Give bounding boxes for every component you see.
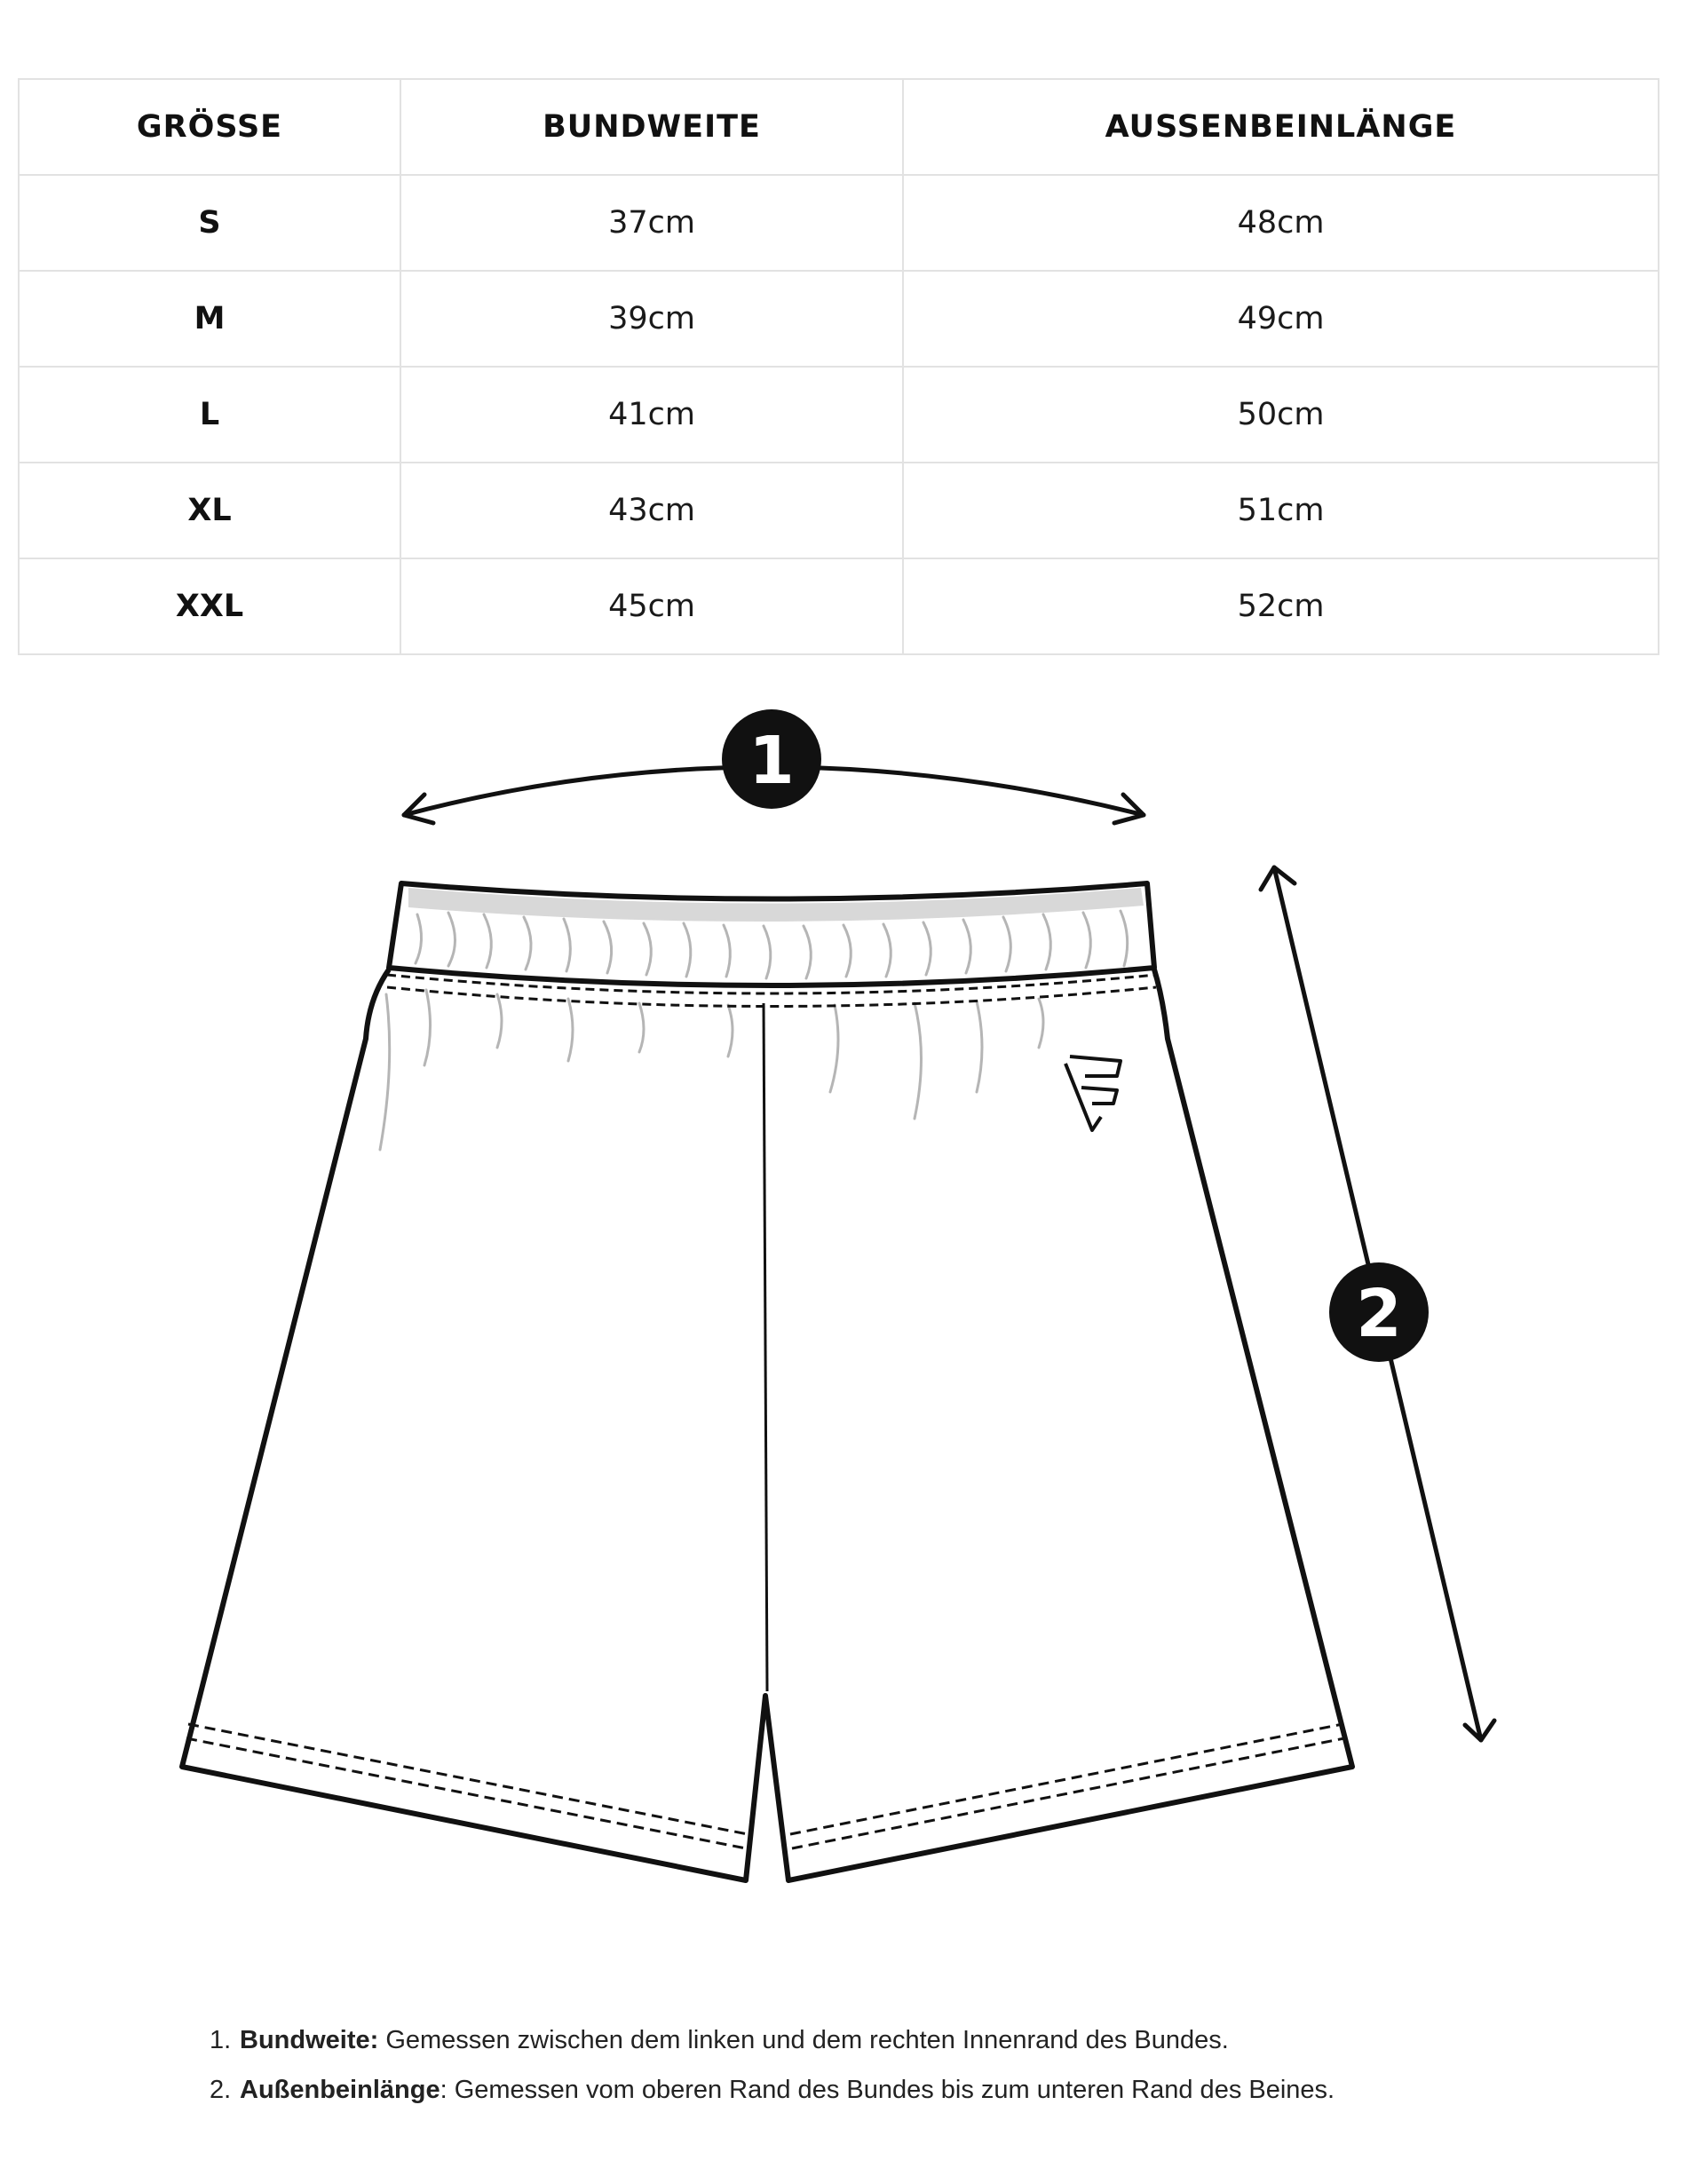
aussenbeinlaenge-cell: 49cm xyxy=(903,271,1659,367)
marker-2-label: 2 xyxy=(1356,1276,1402,1352)
bundweite-cell: 43cm xyxy=(400,463,903,558)
table-row xyxy=(19,463,1659,558)
size-chart-table xyxy=(18,78,1659,655)
header-groesse: GRÖSSE xyxy=(19,79,400,175)
note-text: Gemessen zwischen dem linken und dem rechten Innenrand des Bundes. xyxy=(378,2026,1229,2054)
note-number: 2. xyxy=(210,2076,232,2104)
marker-2 xyxy=(1329,1262,1429,1362)
header-bundweite: BUNDWEITE xyxy=(400,79,903,175)
aussenbeinlaenge-cell: 48cm xyxy=(903,175,1659,271)
brand-logo-icon xyxy=(1065,1056,1121,1130)
bundweite-cell: 45cm xyxy=(400,558,903,654)
note-term: Außenbeinlänge xyxy=(240,2076,440,2104)
bundweite-cell: 37cm xyxy=(400,175,903,271)
table-row xyxy=(19,271,1659,367)
table-row xyxy=(19,175,1659,271)
note-item xyxy=(210,2015,1335,2065)
header-aussenbeinlaenge: AUSSENBEINLÄNGE xyxy=(903,79,1659,175)
marker-1-label: 1 xyxy=(748,723,795,799)
measurement-notes xyxy=(210,2015,1335,2115)
table-header-row xyxy=(19,79,1659,175)
size-cell: XL xyxy=(19,463,400,558)
aussenbeinlaenge-cell: 52cm xyxy=(903,558,1659,654)
size-cell: M xyxy=(19,271,400,367)
aussenbeinlaenge-cell: 50cm xyxy=(903,367,1659,463)
note-text: : Gemessen vom oberen Rand des Bundes bis zum unteren Rand des Beines. xyxy=(440,2076,1335,2104)
note-item xyxy=(210,2065,1335,2115)
aussenbeinlaenge-cell: 51cm xyxy=(903,463,1659,558)
note-number: 1. xyxy=(210,2026,232,2054)
bundweite-cell: 41cm xyxy=(400,367,903,463)
bundweite-cell: 39cm xyxy=(400,271,903,367)
measurement-diagram xyxy=(0,675,1687,1935)
shorts-illustration xyxy=(182,883,1352,1880)
table-row xyxy=(19,367,1659,463)
size-cell: S xyxy=(19,175,400,271)
marker-1 xyxy=(722,709,821,809)
size-cell: L xyxy=(19,367,400,463)
note-term: Bundweite: xyxy=(240,2026,379,2054)
table-row xyxy=(19,558,1659,654)
size-cell: XXL xyxy=(19,558,400,654)
